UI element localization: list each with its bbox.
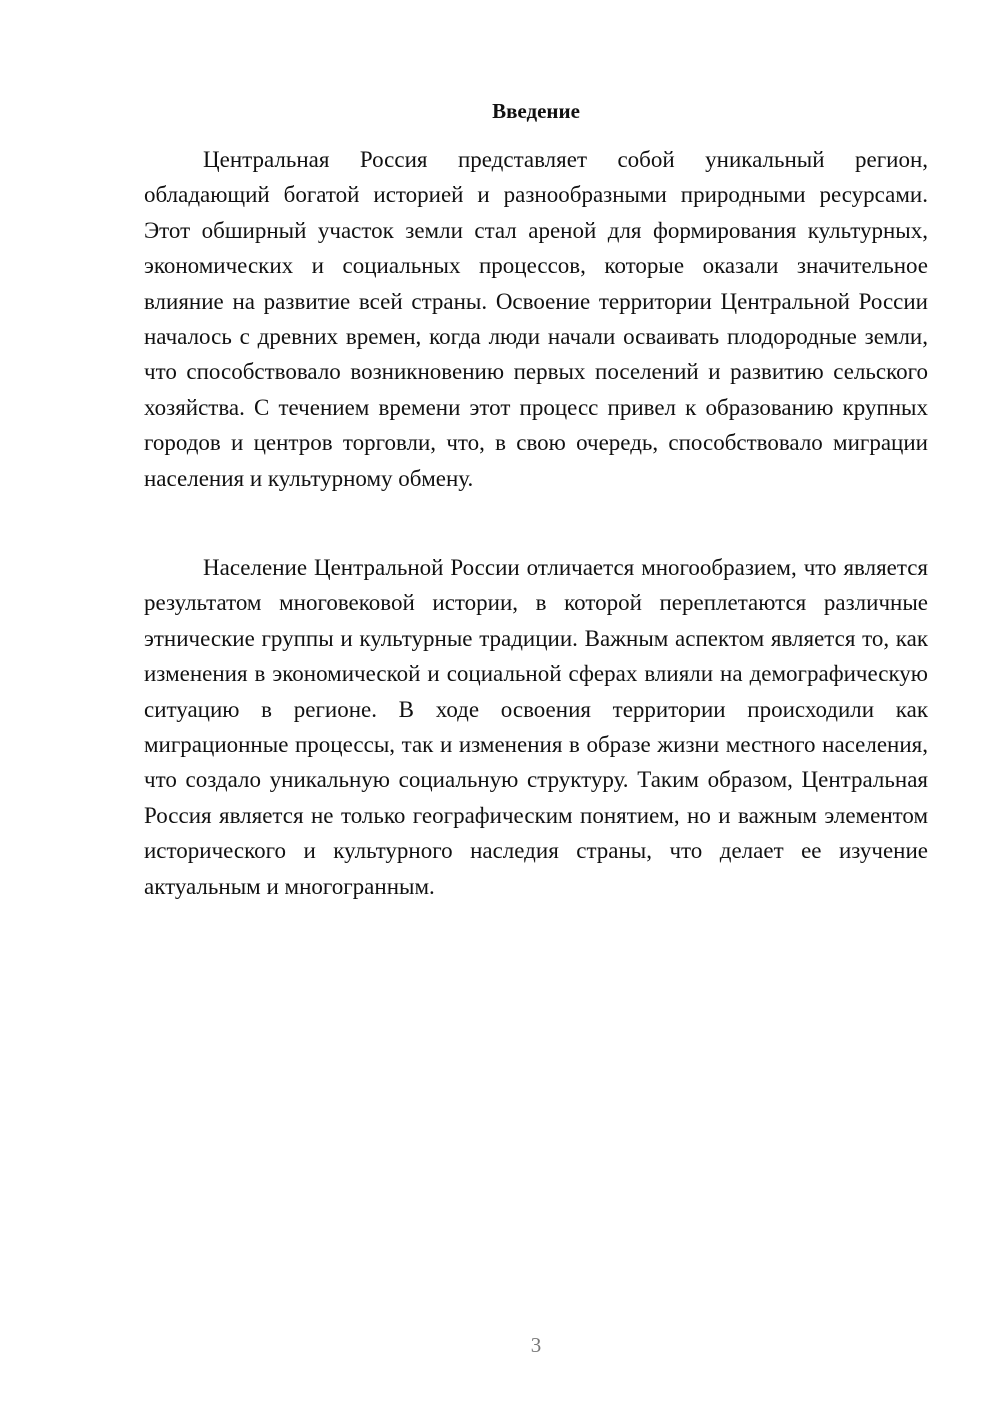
section-title: Введение <box>492 99 580 123</box>
paragraph-1: Центральная Россия представляет собой уникальный регион, обладающий богатой историей и разнообразными природными ресурсами. Этот обширный участок земли стал ареной для формирования культурных, экономических и социальных процессов, которые оказали значительное влияние на развитие всей страны. Освоение территории Центральной России началось с древних времен, когда люди начали осваивать плодородные земли, что способствовало возникновению первых поселений и развитию сельского хозяйства. С течением времени этот процесс привел к образованию крупных городов и центров торговли, что, в свою очередь, способствовало миграции населения и культурному обмену. <box>144 147 928 491</box>
page-number: 3 <box>530 1333 542 1357</box>
paragraph-2: Население Центральной России отличается многообразием, что является результатом многовековой истории, в которой переплетаются различные этнические группы и культурные традиции. Важным аспектом является то, как изменения в экономической и социальной сферах влияли на демографическую ситуацию в регионе. В ходе освоения территории происходили как миграционные процессы, так и изменения в образе жизни местного населения, что создало уникальную социальную структуру. Таким образом, Центральная Россия является не только географическим понятием, но и важным элементом исторического и культурного наследия страны, что делает ее изучение актуальным и многогранным. <box>144 555 928 899</box>
